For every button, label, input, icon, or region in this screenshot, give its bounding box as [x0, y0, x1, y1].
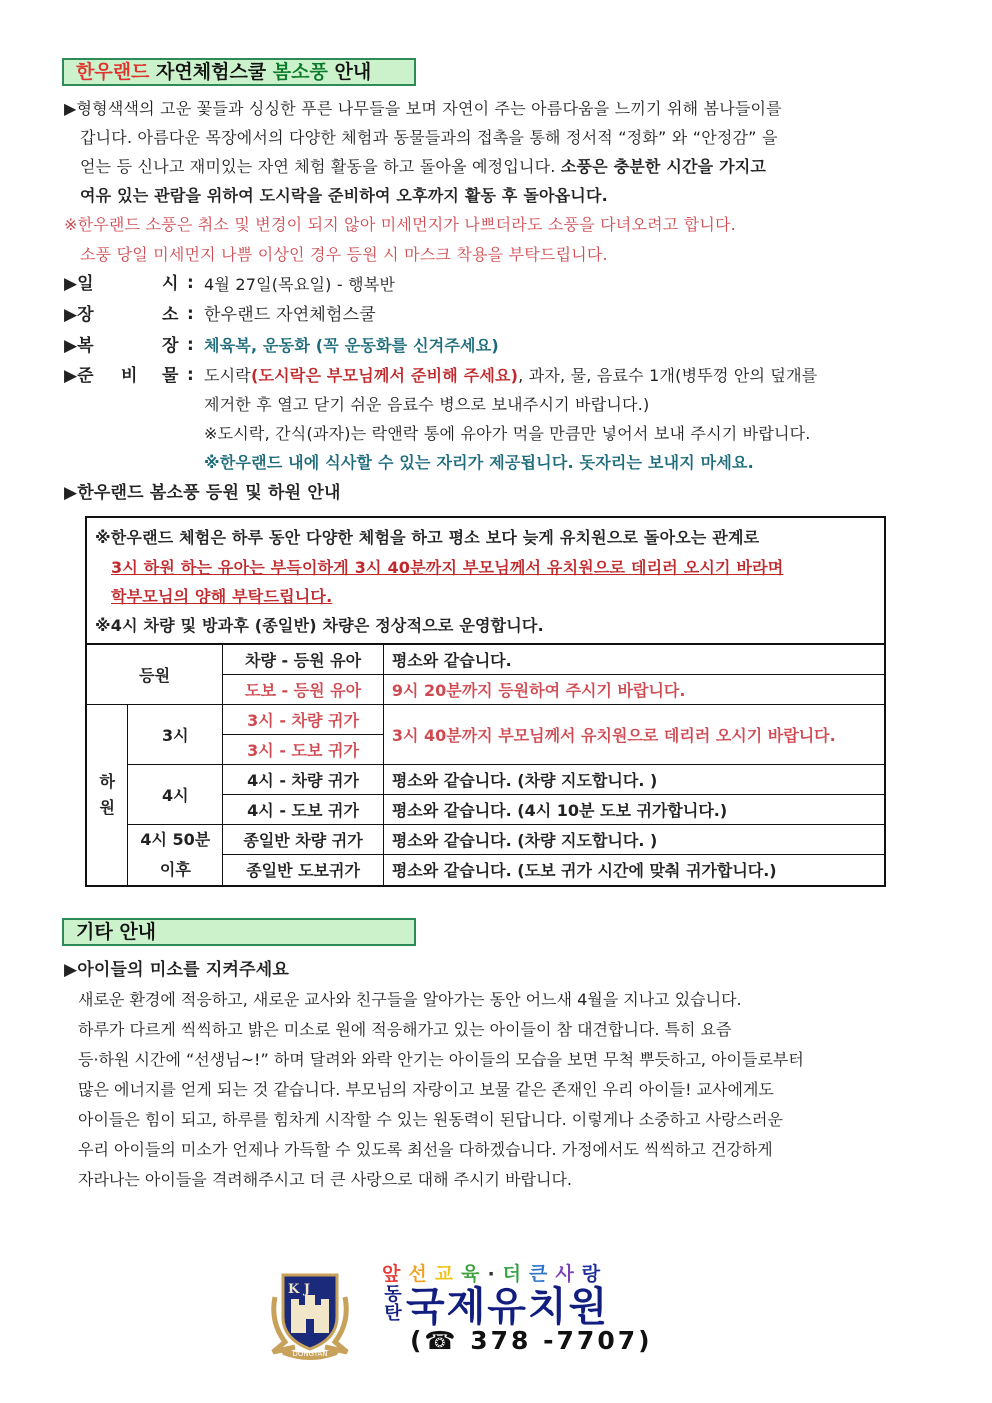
arrival-header: 등원: [86, 644, 223, 704]
t4-walk-note: 평소와 같습니다. (4시 10분 도보 귀가합니다.): [383, 794, 885, 824]
time-4: 4시: [128, 764, 223, 824]
castle-crest-icon: [265, 1267, 355, 1362]
place-label-2: 소: [162, 305, 179, 325]
smile-line-5: 아이들은 힘이 되고, 하루를 힘차게 시작할 수 있는 원동력이 된답니다. 이렇게나 소중하고 사랑스러운: [78, 1110, 783, 1129]
logo-banner: DONGTAN: [292, 1350, 328, 1358]
section-title-spring-picnic: [62, 58, 416, 86]
t5-bus-note: 평소와 같습니다. (차량 지도합니다. ): [383, 824, 885, 855]
logo-letters: K J: [288, 1282, 310, 1297]
clothes-value: 체육복, 운동화 (꼭 운동화를 신겨주세요): [204, 336, 499, 355]
prep-value-c: , 과자, 물, 음료수 1개(병뚜껑 안의 덮개를: [518, 366, 818, 385]
clothes-colon: :: [187, 335, 194, 355]
smile-line-3: 등·하원 시간에 “선생님~!” 하며 달려와 와락 안기는 아이들의 모습을 보면 무척 뿌듯하고, 아이들로부터: [78, 1050, 804, 1069]
table-row: [86, 764, 885, 794]
t3-note: 3시 40분까지 부모님께서 유치원으로 데리러 오시기 바랍니다.: [383, 704, 885, 764]
attendance-heading: ▶한우랜드 봄소풍 등원 및 하원 안내: [64, 483, 341, 503]
notice-line-1: ※한우랜드 체험은 하루 동안 다양한 체험을 하고 평소 보다 늦게 유치원으로 돌아오는 관계로: [95, 528, 760, 547]
time-450-line1: 4시 50분: [140, 829, 211, 849]
clothes-label-2: 장: [162, 336, 179, 356]
prep-label-2: 비: [121, 366, 138, 386]
intro-line-2: 갑니다. 아름다운 목장에서의 다양한 체험과 동물들과의 접촉을 통해 정서적 “정화” 와 “안정감” 을: [80, 128, 778, 147]
schedule-table: [85, 643, 886, 887]
slogan-char: 사: [555, 1263, 582, 1285]
smile-line-2: 하루가 다르게 씩씩하고 밝은 미소로 원에 적응해가고 있는 아이들이 참 대견합니다. 특히 요즘: [78, 1020, 732, 1039]
arrival-walk: 도보 - 등원 유아: [223, 674, 384, 704]
prep-line-3: ※도시락, 간식(과자)는 락앤락 통에 유아가 먹을 만큼만 넣어서 보내 주시기 바랍니다.: [204, 424, 811, 443]
table-row: [86, 704, 885, 734]
date-colon: :: [187, 273, 194, 293]
prep-line-2: 제거한 후 열고 닫기 쉬운 음료수 병으로 보내주시기 바랍니다.): [204, 395, 650, 414]
table-row: [86, 824, 885, 855]
notice-line-2: 3시 하원 하는 유아는 부득이하게 3시 40분까지 부모님께서 유치원으로 데리러 오시기 바라며: [111, 558, 784, 577]
prep-value-b: (도시락은 부모님께서 준비해 주세요): [250, 366, 519, 385]
t4-bus-note: 평소와 같습니다. (차량 지도합니다. ): [383, 764, 885, 794]
school-small-1: 동: [384, 1284, 402, 1305]
smile-line-1: 새로운 환경에 적응하고, 새로운 교사와 친구들을 알아가는 동안 어느새 4월을 지나고 있습니다.: [78, 990, 742, 1009]
school-small-text: [380, 1285, 406, 1323]
title-part-picnic: 봄소풍: [272, 61, 328, 83]
t5-bus: 종일반 차량 귀가: [223, 824, 384, 855]
intro-line-3: [80, 157, 766, 177]
date-label: ▶일: [64, 274, 94, 294]
intro-notice-1: ※한우랜드 소풍은 취소 및 변경이 되지 않아 미세먼지가 나쁘더라도 소풍을 다녀오려고 합니다.: [64, 215, 736, 234]
smile-heading: ▶아이들의 미소를 지켜주세요: [64, 960, 289, 980]
t5-walk-note: 평소와 같습니다. (도보 귀가 시간에 맞춰 귀가합니다.): [383, 855, 885, 886]
school-small-2: 탄: [384, 1303, 402, 1324]
t4-bus: 4시 - 차량 귀가: [223, 764, 384, 794]
smile-line-7: 자라나는 아이들을 격려해주시고 더 큰 사랑으로 대해 주시기 바랍니다.: [78, 1170, 572, 1189]
smile-line-6: 우리 아이들의 미소가 언제나 가득할 수 있도록 최선을 다하겠습니다. 가정에서도 씩씩하고 건강하게: [78, 1140, 773, 1159]
intro-line-3a: 얻는 등 신나고 재미있는 자연 체험 활동을 하고 돌아올 예정입니다.: [80, 157, 561, 176]
t3-walk: 3시 - 도보 귀가: [223, 734, 384, 764]
date-value: 4월 27일(목요일) - 행복반: [204, 275, 396, 294]
time-450-line2: 이후: [159, 859, 191, 879]
slogan-char: 앞: [382, 1263, 409, 1285]
prep-label: ▶준: [64, 366, 94, 386]
slogan-char: 교: [434, 1263, 462, 1285]
phone-number: (☎ 378 -7707): [410, 1326, 653, 1355]
place-colon: :: [187, 304, 194, 324]
t4-walk: 4시 - 도보 귀가: [223, 794, 384, 824]
intro-notice-2: 소풍 당일 미세먼지 나쁨 이상인 경우 등원 시 마스크 착용을 부탁드립니다.: [80, 245, 608, 264]
school-big-text: 국제유치원: [406, 1284, 610, 1330]
attendance-notice-box: [85, 516, 886, 644]
section-title-other: 기타 안내: [62, 918, 416, 946]
notice-line-4: ※4시 차량 및 방과후 (종일반) 차량은 정상적으로 운영합니다.: [95, 616, 544, 635]
slogan-char: 선: [408, 1263, 435, 1285]
t3-bus: 3시 - 차량 귀가: [223, 704, 384, 734]
slogan-char: ·: [487, 1263, 503, 1285]
time-450: [128, 824, 223, 886]
slogan-char: 큰: [529, 1263, 556, 1285]
clothes-label: ▶복: [64, 336, 94, 356]
time-3: 3시: [128, 704, 223, 764]
prep-line-4: ※한우랜드 내에 식사할 수 있는 자리가 제공됩니다. 돗자리는 보내지 마세요.: [204, 453, 754, 472]
smile-paragraph: [78, 985, 934, 1195]
arrival-walk-note: 9시 20분까지 등원하여 주시기 바랍니다.: [383, 674, 885, 704]
intro-line-3b: 소풍은 충분한 시간을 가지고: [560, 157, 767, 176]
notice-line-3: 학부모님의 양해 부탁드립니다.: [111, 587, 333, 606]
departure-char-1: 하: [99, 771, 115, 791]
intro-line-4: 여유 있는 관람을 위하여 도시락을 준비하여 오후까지 활동 후 돌아옵니다.: [80, 186, 608, 205]
slogan-char: 육: [461, 1263, 488, 1285]
slogan-char: 랑: [581, 1263, 609, 1285]
arrival-bus: 차량 - 등원 유아: [223, 644, 384, 674]
t5-walk: 종일반 도보귀가: [223, 855, 384, 886]
school-name: [380, 1285, 609, 1329]
table-row: [86, 644, 885, 674]
departure-char-2: 원: [99, 797, 115, 817]
title-part-hanwooland: 한우랜드: [76, 61, 150, 83]
place-value: 한우랜드 자연체험스쿨: [204, 305, 376, 325]
prep-value-a: 도시락: [204, 366, 251, 385]
place-label: ▶장: [64, 305, 94, 325]
intro-line-1: ▶형형색색의 고운 꽃들과 싱싱한 푸른 나무들을 보며 자연이 주는 아름다움을 느끼기 위해 봄나들이를: [64, 99, 782, 118]
arrival-bus-note: 평소와 같습니다.: [383, 644, 885, 674]
date-label-2: 시: [162, 274, 179, 294]
title-part-guide: 안내: [327, 61, 372, 83]
prep-label-3: 물: [162, 366, 179, 386]
prep-value: [204, 366, 817, 386]
title-part-nature-school: 자연체험스쿨: [149, 61, 273, 83]
departure-header: [86, 704, 128, 886]
prep-colon: :: [187, 365, 194, 385]
slogan: [382, 1259, 608, 1286]
slogan-char: 더: [502, 1263, 530, 1285]
smile-line-4: 많은 에너지를 얻게 되는 것 같습니다. 부모님의 자랑이고 보물 같은 존재인 우리 아이들! 교사에게도: [78, 1080, 774, 1099]
